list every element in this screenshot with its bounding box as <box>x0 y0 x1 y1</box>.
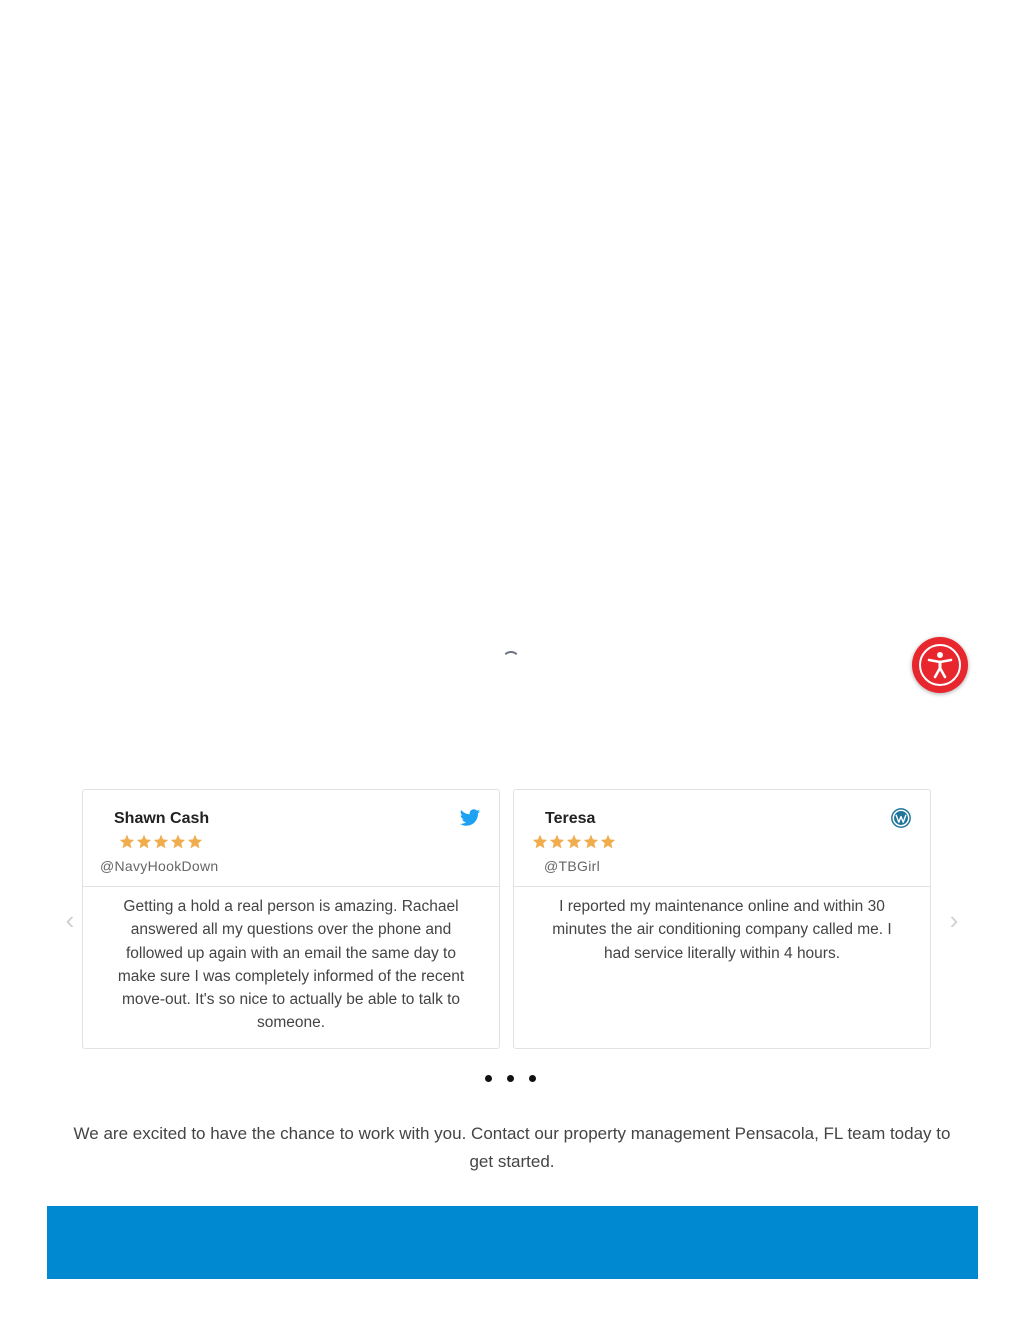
wordpress-icon[interactable] <box>890 807 912 829</box>
chevron-left-icon: ‹ <box>65 904 75 935</box>
cta-text: We are excited to have the chance to work with you. Contact our property management Pensacola, FL team today to get started. <box>73 1124 951 1171</box>
star-rating <box>532 834 616 849</box>
review-card-header <box>83 790 499 887</box>
star-icon <box>153 834 169 849</box>
loading-spinner-icon <box>502 651 520 669</box>
review-text: I reported my maintenance online and within 30 minutes the air conditioning company called me. I had service literally within 4 hours. <box>552 898 892 962</box>
star-icon <box>549 834 565 849</box>
star-icon <box>532 834 548 849</box>
star-icon <box>170 834 186 849</box>
star-icon <box>600 834 616 849</box>
review-card <box>82 789 500 1049</box>
star-icon <box>566 834 582 849</box>
review-card-header <box>514 790 930 887</box>
star-rating <box>119 834 203 849</box>
carousel-dot[interactable] <box>507 1075 514 1082</box>
review-card <box>513 789 931 1049</box>
carousel-next-button[interactable] <box>944 906 964 934</box>
star-icon <box>187 834 203 849</box>
review-text: Getting a hold a real person is amazing. Rachael answered all my questions over the phone and followed up again with an email the same day to make sure I was completely informed of the recent move-out. It's so nice to actually be able to talk to someone. <box>117 898 465 1032</box>
reviewer-handle: @TBGirl <box>544 858 600 874</box>
carousel-prev-button[interactable] <box>60 906 80 934</box>
star-icon <box>119 834 135 849</box>
reviewer-handle: @NavyHookDown <box>100 858 219 874</box>
carousel-dot[interactable] <box>529 1075 536 1082</box>
twitter-icon[interactable] <box>459 807 481 829</box>
contact-banner <box>47 1206 978 1279</box>
star-icon <box>136 834 152 849</box>
accessibility-person-icon <box>919 644 961 686</box>
reviewer-name: Teresa <box>545 810 596 827</box>
carousel-pagination <box>485 1075 536 1082</box>
chevron-right-icon: › <box>949 904 959 935</box>
reviews-carousel <box>60 788 964 1052</box>
accessibility-button[interactable] <box>912 637 968 693</box>
reviewer-name: Shawn Cash <box>114 810 210 827</box>
carousel-dot[interactable] <box>485 1075 492 1082</box>
star-icon <box>583 834 599 849</box>
